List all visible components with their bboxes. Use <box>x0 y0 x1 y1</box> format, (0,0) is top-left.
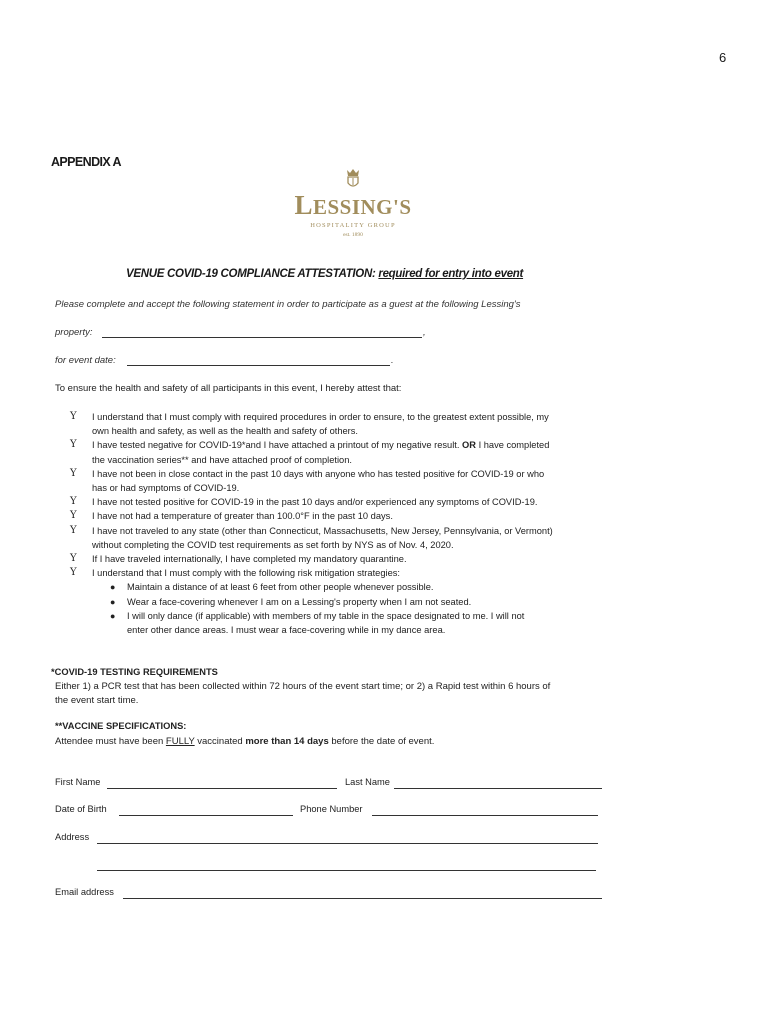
page-number: 6 <box>719 50 727 65</box>
list-item: Y If I have traveled internationally, I have completed my mandatory quarantine. <box>70 552 630 566</box>
address-field-line2[interactable] <box>97 870 596 871</box>
email-field[interactable] <box>123 898 602 899</box>
first-name-field[interactable] <box>107 788 337 789</box>
bullet-icon: Y <box>70 510 77 522</box>
dob-field[interactable] <box>119 815 293 816</box>
list-item: Y I have not had a temperature of greater than 100.0°F in the past 10 days. <box>70 509 630 523</box>
property-field[interactable] <box>102 337 422 338</box>
list-item: Y I have not traveled to any state (other than Connecticut, Massachusetts, New Jersey, Pennsylvania, or Vermont) without completing the COVID test requirements as set forth by NYS as of Nov. 4, 2020. <box>70 524 553 550</box>
phone-label: Phone Number <box>300 804 363 814</box>
list-item: Y I have not tested positive for COVID-19 in the past 10 days and/or experienced any symptoms of COVID-19. <box>70 495 630 509</box>
bullet-icon: Y <box>70 439 77 451</box>
first-name-label: First Name <box>55 777 101 787</box>
list-item: Y I have tested negative for COVID-19*and I have attached a printout of my negative result. OR I have completed the vaccination series** and have attached proof of completion. <box>70 439 550 465</box>
bullet-icon: Y <box>70 567 77 579</box>
list-item: ● I will only dance (if applicable) with members of my table in the space designated to me. I will not enter other dance areas. I must wear a face-covering while in my dance area. <box>110 610 525 636</box>
crest-icon <box>344 168 362 190</box>
attestation-list <box>70 410 630 637</box>
lessings-logo <box>282 168 424 246</box>
last-name-field[interactable] <box>394 788 602 789</box>
dot-bullet-icon: ● <box>110 610 116 621</box>
bullet-icon: Y <box>70 553 77 565</box>
logo-est: est. 1890 <box>343 232 363 238</box>
bullet-icon: Y <box>70 411 77 422</box>
list-item: ● Wear a face-covering whenever I am on a Lessing's property when I am not seated. <box>110 595 630 609</box>
dob-label: Date of Birth <box>55 804 107 814</box>
list-item: ● Maintain a distance of at least 6 feet from other people whenever possible. <box>110 580 630 594</box>
address-field[interactable] <box>97 843 598 844</box>
property-label: property: <box>55 327 93 338</box>
phone-field[interactable] <box>372 815 598 816</box>
testing-heading: *COVID-19 TESTING REQUIREMENTS <box>51 667 218 677</box>
event-date-label: for event date: <box>55 355 116 366</box>
mitigation-list <box>70 580 630 637</box>
list-item: Y I understand that I must comply with the following risk mitigation strategies: <box>70 566 630 580</box>
list-item: Y I understand that I must comply with required procedures in order to ensure, to the greatest extent possible, my own health and safety, as well as the health and safety of others. <box>70 411 549 437</box>
attestation-title: VENUE COVID-19 COMPLIANCE ATTESTATION: required for entry into event <box>126 268 524 280</box>
address-label: Address <box>55 832 90 842</box>
bullet-icon: Y <box>70 467 77 479</box>
email-label: Email address <box>55 887 114 897</box>
dot-bullet-icon: ● <box>110 596 116 607</box>
list-item: Y I have not been in close contact in the past 10 days with anyone who has tested positive for COVID-19 or who has or had symptoms of COVID-19. <box>70 467 545 494</box>
testing-text: Either 1) a PCR test that has been collected within 72 hours of the event start time; or 2) a Rapid test within 6 hours of the event start time. <box>55 681 551 706</box>
last-name-label: Last Name <box>345 777 390 787</box>
appendix-heading: APPENDIX A <box>51 155 121 169</box>
event-date-field[interactable] <box>127 365 390 366</box>
intro-text: Please complete and accept the following statement in order to participate as a guest at the following Lessing's <box>55 299 521 310</box>
dot-bullet-icon: ● <box>110 582 116 593</box>
logo-subtitle: HOSPITALITY GROUP <box>310 222 396 229</box>
vaccine-text: Attendee must have been FULLY vaccinated more than 14 days before the date of event. <box>55 736 435 747</box>
bullet-icon: Y <box>70 496 77 508</box>
attest-lead: To ensure the health and safety of all participants in this event, I hereby attest that: <box>55 383 402 394</box>
logo-wordmark: LESSING'S <box>294 190 412 220</box>
vaccine-heading: **VACCINE SPECIFICATIONS: <box>55 721 187 731</box>
bullet-icon: Y <box>70 524 77 536</box>
